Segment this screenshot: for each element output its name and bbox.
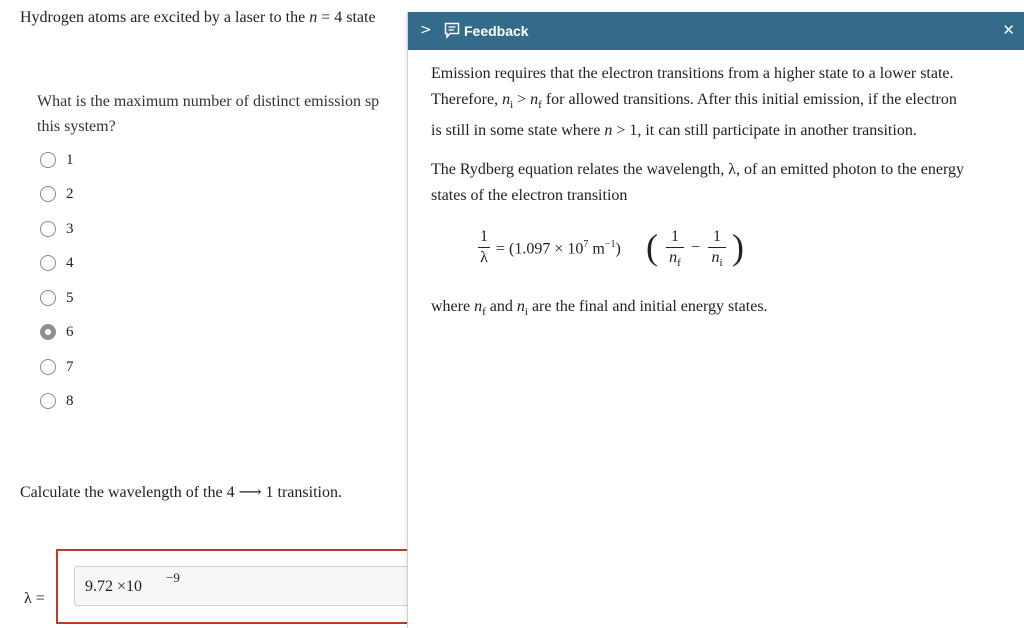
option-7[interactable] — [40, 357, 74, 377]
option-3[interactable] — [40, 219, 74, 239]
option-label: 8 — [66, 392, 74, 409]
option-label: 2 — [66, 185, 74, 202]
option-label: 3 — [66, 220, 74, 237]
option-label: 1 — [66, 151, 74, 168]
radio-button[interactable] — [40, 221, 56, 237]
option-label: 4 — [66, 254, 74, 271]
option-8[interactable] — [40, 391, 74, 411]
question-title: Hydrogen atoms are excited by a laser to the n = 4 state — [20, 9, 376, 26]
radio-button[interactable] — [40, 186, 56, 202]
feedback-paragraph-3: where $n_f$ and $n_i$ are the final and initial energy states. — [431, 298, 768, 319]
radio-button[interactable] — [40, 324, 56, 340]
radio-button[interactable] — [40, 393, 56, 409]
question-prompt: What is the maximum number of distinct emission sp this system? — [37, 93, 380, 135]
radio-button[interactable] — [40, 290, 56, 306]
option-2[interactable] — [40, 184, 74, 204]
answer-label: λ = — [24, 590, 45, 607]
chevron-right-icon[interactable]: > — [420, 22, 432, 38]
close-icon[interactable]: ✕ — [1002, 21, 1015, 39]
option-label: 5 — [66, 289, 74, 306]
option-label: 6 — [66, 323, 74, 340]
option-label: 7 — [66, 358, 74, 375]
feedback-panel — [407, 12, 1024, 628]
feedback-paragraph-1: Emission requires that the electron transitions from a higher state to a lower state. Therefore, $n_i > n_f$ for allowed transitions. After this initial emission, if the electron is still in some state where n > 1, it can still participate in another transition. — [431, 65, 957, 140]
option-4[interactable] — [40, 253, 74, 273]
feedback-title: Feedback — [464, 23, 529, 39]
feedback-icon — [444, 22, 460, 44]
option-1[interactable] — [40, 150, 74, 170]
question-pane — [0, 0, 408, 628]
answer-exponent: −9 — [166, 570, 180, 585]
radio-button[interactable] — [40, 152, 56, 168]
radio-button[interactable] — [40, 255, 56, 271]
wavelength-input[interactable] — [74, 566, 408, 606]
rydberg-equation: 1 λ = ($1.097 \times 10^7$ $m^{-1}$) ( 1 $n_f$ − 1 $n_i$ ) — [480, 227, 744, 270]
feedback-paragraph-2: The Rydberg equation relates the wavelength, λ, of an emitted photon to the energy states of the electron transition — [431, 161, 965, 204]
option-5[interactable] — [40, 288, 74, 308]
option-6[interactable] — [40, 322, 74, 342]
radio-button[interactable] — [40, 359, 56, 375]
part2-prompt: Calculate the wavelength of the 4 ⟶ 1 transition. — [20, 484, 342, 501]
feedback-header — [408, 12, 1024, 50]
answer-value: 9.72 ×10 — [85, 578, 143, 595]
